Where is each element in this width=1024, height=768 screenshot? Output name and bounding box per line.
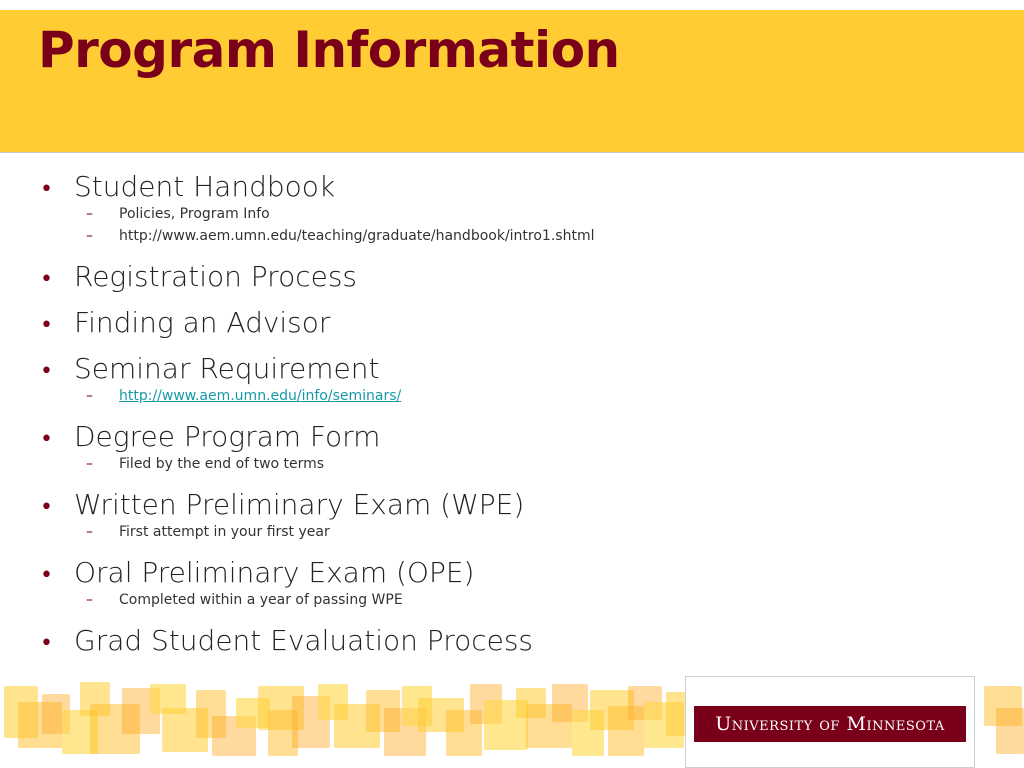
logo-wordmark-bar xyxy=(694,706,966,742)
dash-icon: – xyxy=(86,228,93,244)
bullet-row xyxy=(40,348,1000,390)
sub-list xyxy=(86,388,1000,410)
bullet-text: Oral Preliminary Exam (OPE) xyxy=(74,556,475,589)
sub-item xyxy=(86,206,1000,228)
sub-item xyxy=(86,388,1000,410)
bullet-row xyxy=(40,416,1000,458)
bullet-dot-icon: • xyxy=(40,313,53,338)
bullet-item xyxy=(40,348,1000,410)
sub-list xyxy=(86,524,1000,546)
bullet-list xyxy=(40,166,1000,666)
bullet-item xyxy=(40,620,1000,662)
bullet-dot-icon: • xyxy=(40,631,53,656)
dash-icon: – xyxy=(86,206,93,222)
title-banner xyxy=(0,10,1024,153)
bullet-item xyxy=(40,484,1000,546)
sub-item-text: Filed by the end of two terms xyxy=(119,456,325,472)
seminars-link[interactable]: http://www.aem.umn.edu/info/seminars/ xyxy=(119,388,402,404)
bullet-item xyxy=(40,552,1000,614)
bullet-text: Registration Process xyxy=(74,260,357,293)
bullet-text: Student Handbook xyxy=(74,170,336,203)
bullet-row xyxy=(40,166,1000,208)
bullet-row xyxy=(40,620,1000,662)
sub-item-text: Policies, Program Info xyxy=(119,206,270,222)
bullet-text: Seminar Requirement xyxy=(74,352,380,385)
sub-item xyxy=(86,456,1000,478)
sub-item xyxy=(86,228,1000,250)
sub-item-text: http://www.aem.umn.edu/teaching/graduate/handbook/intro1.shtml xyxy=(119,228,595,244)
bullet-dot-icon: • xyxy=(40,177,53,202)
bullet-text: Degree Program Form xyxy=(74,420,381,453)
dash-icon: – xyxy=(86,524,93,540)
logo-wordmark: University of Minnesota xyxy=(715,713,945,735)
dash-icon: – xyxy=(86,388,93,404)
sub-list xyxy=(86,206,1000,250)
bullet-item xyxy=(40,302,1000,344)
sub-list xyxy=(86,592,1000,614)
bullet-text: Finding an Advisor xyxy=(74,306,331,339)
bullet-row xyxy=(40,256,1000,298)
decorative-tile xyxy=(996,708,1024,754)
bullet-item xyxy=(40,416,1000,478)
sub-item-text: First attempt in your first year xyxy=(119,524,330,540)
dash-icon: – xyxy=(86,456,93,472)
bullet-dot-icon: • xyxy=(40,563,53,588)
sub-item-text: Completed within a year of passing WPE xyxy=(119,592,403,608)
bullet-item xyxy=(40,166,1000,250)
bullet-dot-icon: • xyxy=(40,427,53,452)
bullet-item xyxy=(40,256,1000,298)
sub-item xyxy=(86,524,1000,546)
bullet-row xyxy=(40,302,1000,344)
bullet-dot-icon: • xyxy=(40,495,53,520)
university-logo xyxy=(685,676,975,768)
sub-list xyxy=(86,456,1000,478)
bullet-text: Grad Student Evaluation Process xyxy=(74,624,534,657)
bullet-row xyxy=(40,552,1000,594)
dash-icon: – xyxy=(86,592,93,608)
bullet-dot-icon: • xyxy=(40,359,53,384)
sub-item xyxy=(86,592,1000,614)
page-title: Program Information xyxy=(38,21,620,79)
bullet-text: Written Preliminary Exam (WPE) xyxy=(74,488,525,521)
bullet-dot-icon: • xyxy=(40,267,53,292)
bullet-row xyxy=(40,484,1000,526)
